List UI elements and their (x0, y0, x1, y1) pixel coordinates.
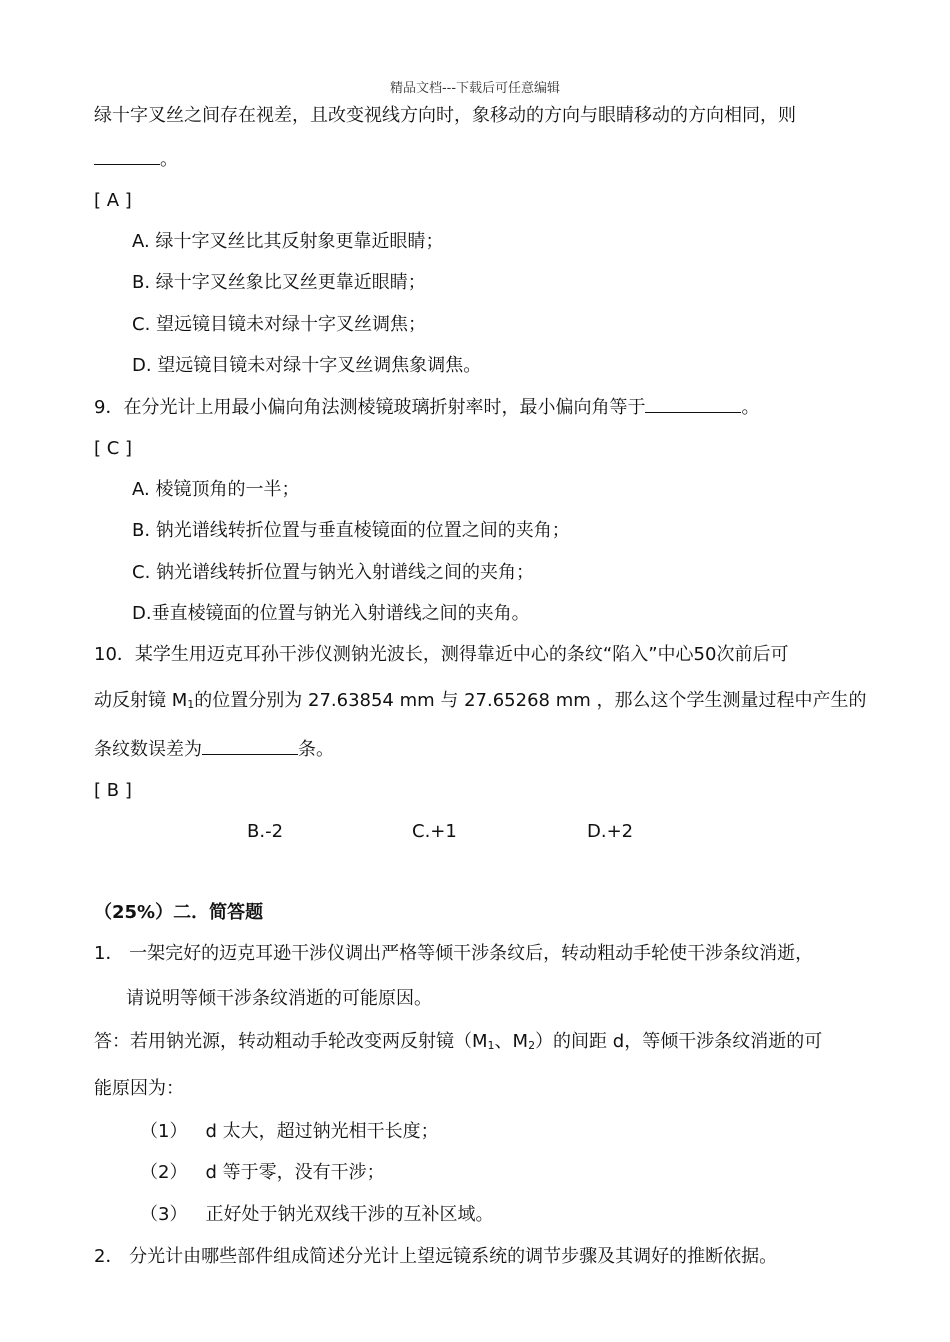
reason-text: d 等于零，没有干涉； (205, 1162, 385, 1183)
q9-stem (94, 396, 759, 419)
q9-option-d: D.垂直棱镜面的位置与钠光入射谱线之间的夹角。 (132, 603, 530, 624)
q10-line3-start: 条纹数误差为 (94, 739, 202, 760)
q10-option-c: C.+1 (412, 821, 457, 842)
section-title: （25%）二．简答题 (94, 902, 264, 923)
answer-text-start: 答：若用钠光源，转动粗动手轮改变两反射镜（M (94, 1031, 488, 1052)
q8-stem-line: 绿十字叉丝之间存在视差，且改变视线方向时，象移动的方向与眼睛移动的方向相同，则 (94, 105, 796, 126)
q8-answer: [ A ] (94, 190, 132, 211)
q10-stem-line2 (94, 690, 867, 716)
q8-option-c: C. 望远镜目镜未对绿十字叉丝调焦； (132, 314, 427, 335)
q10-line3-end: 条。 (298, 739, 334, 760)
q9-option-a: A. 棱镜顶角的一半； (132, 479, 300, 500)
subscript: 1 (487, 1039, 495, 1052)
reason-number: （3） (140, 1204, 188, 1225)
q9-answer: [ C ] (94, 438, 133, 459)
reason-number: （2） (140, 1162, 188, 1183)
sq1-line2: 请说明等倾干涉条纹消逝的可能原因。 (126, 988, 432, 1009)
subscript: 1 (187, 698, 195, 711)
q8-option-a: A. 绿十字叉丝比其反射象更靠近眼睛； (132, 231, 444, 252)
q10-answer: [ B ] (94, 780, 132, 801)
reason-3 (140, 1204, 493, 1226)
q9-tail: 。 (741, 397, 760, 418)
reason-1 (140, 1121, 439, 1143)
answer-blank (94, 148, 160, 165)
q9-stem-text: 9．在分光计上用最小偏向角法测棱镜玻璃折射率时，最小偏向角等于 (94, 397, 646, 418)
sq2-line: 2． 分光计由哪些部件组成简述分光计上望远镜系统的调节步骤及其调好的推断依据。 (94, 1246, 778, 1267)
q10-option-d: D.+2 (587, 821, 634, 842)
sq1-answer-line2: 能原因为： (94, 1078, 184, 1099)
reason-2 (140, 1162, 385, 1184)
q10-stem-line3 (94, 738, 334, 761)
q9-option-c: C. 钠光谱线转折位置与钠光入射谱线之间的夹角； (132, 562, 535, 583)
q10-option-b: B.-2 (247, 821, 284, 842)
q8-tail: 。 (160, 149, 178, 170)
answer-text-mid: 、M (494, 1031, 529, 1052)
q9-option-b: B. 钠光谱线转折位置与垂直棱镜面的位置之间的夹角； (132, 520, 570, 541)
sq1-line1: 1． 一架完好的迈克耳逊干涉仪调出严格等倾干涉条纹后，转动粗动手轮使干涉条纹消逝， (94, 943, 814, 964)
q10-line2-end: 的位置分别为 27.63854 mm 与 27.65268 mm ，那么这个学生测量过程中产生的 (194, 690, 867, 711)
sq1-answer-line1 (94, 1031, 822, 1057)
answer-text-end: ）的间距 d，等倾干涉条纹消逝的可 (535, 1031, 823, 1052)
q10-stem-line1: 10．某学生用迈克耳孙干涉仪测钠光波长，测得靠近中心的条纹“陷入”中心50次前后可 (94, 644, 789, 665)
q8-option-b: B. 绿十字叉丝象比叉丝更靠近眼睛； (132, 272, 426, 293)
answer-blank (645, 396, 741, 413)
answer-blank (202, 738, 298, 755)
page-header: 精品文档---下载后可任意编辑 (389, 81, 561, 96)
reason-text: 正好处于钠光双线干涉的互补区域。 (205, 1204, 494, 1225)
q10-line2-start: 动反射镜 M (94, 690, 188, 711)
reason-number: （1） (140, 1121, 188, 1142)
q8-blank-line (94, 148, 178, 171)
subscript: 2 (528, 1039, 536, 1052)
reason-text: d 太大，超过钠光相干长度； (205, 1121, 439, 1142)
q8-option-d: D. 望远镜目镜未对绿十字叉丝调焦象调焦。 (132, 355, 482, 376)
